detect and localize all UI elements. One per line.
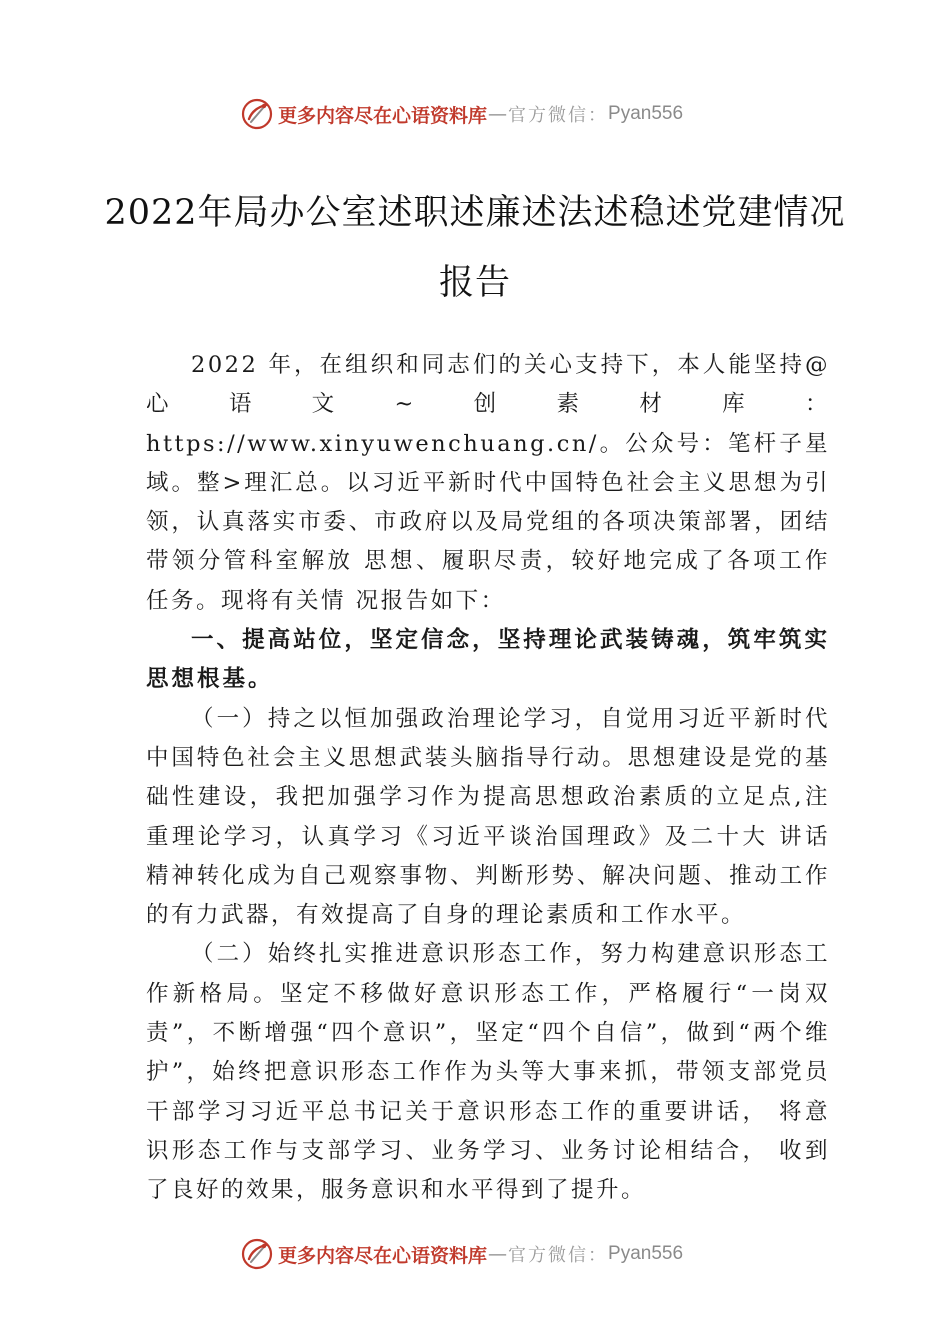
paragraph-1: （一）持之以恒加强政治理论学习，自觉用习近平新时代中国特色社会主义思想武装头脑指导行动。思想建设是党的基础性建设，我把加强学习作为提高思想政治素质的立足点,注重理论学习，认真学习《习近平谈治国理政》及二十大 讲话精神转化成为自己观察事物、判断形势、解决问题、推动工作的有力武器，有效提高了自身的理论素质和工作水平。: [146, 705, 830, 929]
banner-label: 官方微信：: [508, 1245, 609, 1266]
banner-main-text: 更多内容尽在心语资料库: [278, 104, 488, 127]
banner-label: 官方微信：: [508, 105, 609, 126]
logo-icon: [240, 1237, 274, 1271]
logo-icon: [240, 97, 274, 131]
banner-dash: —: [488, 1243, 508, 1265]
header-banner: [240, 96, 760, 132]
paragraph-2: （二）始终扎实推进意识形态工作，努力构建意识形态工作新格局。坚定不移做好意识形态工作，严格履行“一岗双责”，不断增强“四个意识”，坚定“四个自信”，做到“两个维护”，始终把意识形态工作作为头等大事来抓，带领支部党员干部学习习近平总书记关于意识形态工作的重要讲话， 将意识形态工作与支部学习、业务学习、业务讨论相结合， 收到了良好的效果，服务意识和水平得到了提升。: [146, 941, 830, 1204]
footer-banner: [240, 1236, 760, 1272]
banner-dash: —: [488, 103, 508, 125]
document-body: [146, 346, 830, 1211]
banner-main-text: 更多内容尽在心语资料库: [278, 1244, 488, 1267]
page-title: 2022年局办公室述职述廉述法述稳述党建情况报告: [104, 193, 846, 303]
paragraph-intro: 2022 年，在组织和同志们的关心支持下，本人能坚持@心语文~创素材库：https://www.xinyuwenchuang.cn/。公众号：笔杆子星域。整>理汇总。以习近平新时代中国特色社会主义思想为引领，认真落实市委、市政府以及局党组的各项决策部署，团结带领分管科室解放 思想、履职尽责，较好地完成了各项工作任务。现将有关情 况报告如下：: [146, 352, 830, 614]
banner-wechat-id: Pyan556: [608, 103, 684, 124]
banner-wechat-id: Pyan556: [608, 1243, 684, 1264]
section-heading-1: 一、提高站位，坚定信念，坚持理论武装铸魂，筑牢筑实思想根基。: [146, 627, 830, 693]
